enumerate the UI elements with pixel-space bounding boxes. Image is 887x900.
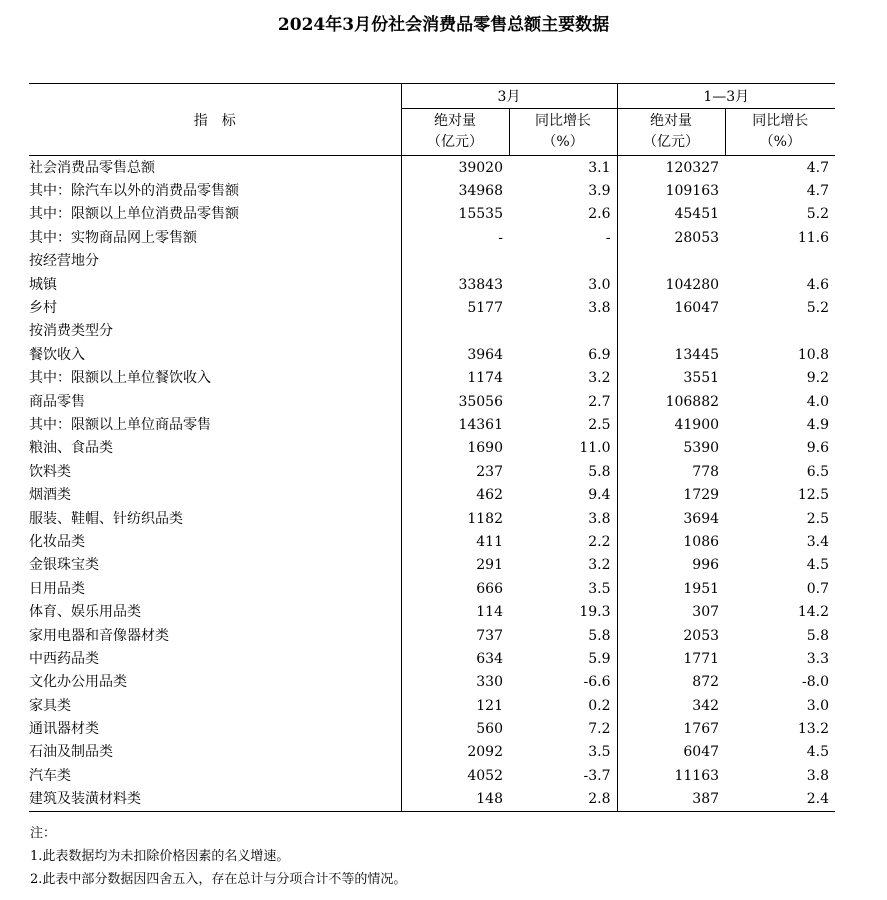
- row-label: 城镇: [29, 276, 57, 293]
- row-label: 按经营地分: [29, 253, 99, 270]
- q1-abs-cell: 1729: [617, 483, 725, 506]
- march-yoy-cell: -3.7: [583, 767, 611, 784]
- row-label: 按消费类型分: [29, 323, 113, 340]
- notes: [30, 822, 406, 891]
- row-label: 粮油、食品类: [29, 440, 113, 457]
- march-yoy-cell: 3.2: [588, 370, 611, 387]
- q1-yoy-header: [725, 109, 835, 156]
- table-row: [29, 600, 835, 623]
- q1-abs-cell: 11163: [617, 764, 725, 787]
- table-row: [29, 273, 835, 296]
- march-abs-cell: 666: [401, 577, 509, 600]
- march-abs-cell: 1690: [401, 437, 509, 460]
- q1-yoy-cell: 9.6: [806, 440, 830, 457]
- q1-yoy-cell: 4.9: [806, 416, 830, 433]
- q1-yoy-cell: 11.6: [797, 229, 830, 246]
- row-label: 服装、鞋帽、针纺织品类: [29, 510, 183, 527]
- table-row: [29, 788, 835, 812]
- table-row: [29, 296, 835, 319]
- march-group-header: 3月: [401, 84, 617, 109]
- page-title: 2024年3月份社会消费品零售总额主要数据: [277, 15, 610, 35]
- march-abs-cell: 35056: [401, 390, 509, 413]
- row-label: 烟酒类: [29, 487, 71, 504]
- q1-yoy-cell: 4.7: [806, 183, 830, 200]
- q1-yoy-cell: 12.5: [797, 487, 830, 504]
- q1-abs-cell: [617, 320, 725, 343]
- q1-abs-cell: 1086: [617, 530, 725, 553]
- march-yoy-cell: 5.8: [588, 463, 611, 480]
- q1-yoy-cell: 5.2: [806, 206, 830, 223]
- table-row: [29, 507, 835, 530]
- table-row: [29, 741, 835, 764]
- q1-abs-cell: 2053: [617, 624, 725, 647]
- row-label: 其中：限额以上单位餐饮收入: [29, 370, 211, 387]
- q1-yoy-cell: 5.8: [806, 627, 830, 644]
- table-row: [29, 367, 835, 390]
- march-abs-cell: 291: [401, 554, 509, 577]
- table-row: [29, 694, 835, 717]
- q1-abs-cell: [617, 250, 725, 273]
- row-label: 金银珠宝类: [29, 557, 99, 574]
- row-label: 日用品类: [29, 580, 85, 597]
- table-body: [29, 156, 835, 812]
- q1-yoy-cell: 5.2: [806, 300, 830, 317]
- yoy-line2: （%）: [759, 134, 801, 150]
- march-yoy-cell: 3.2: [588, 557, 611, 574]
- yoy-line1: 同比增长: [752, 113, 809, 129]
- march-abs-header: [401, 109, 509, 156]
- march-yoy-cell: 6.9: [588, 346, 611, 363]
- q1-abs-cell: 3694: [617, 507, 725, 530]
- q1-abs-cell: 41900: [617, 413, 725, 436]
- march-abs-cell: 2092: [401, 741, 509, 764]
- abs-line1: 绝对量: [434, 113, 476, 129]
- row-label: 建筑及装潢材料类: [29, 791, 141, 808]
- table-row: [29, 156, 835, 180]
- q1-yoy-cell: -8.0: [802, 674, 830, 691]
- q1-abs-cell: 120327: [617, 156, 725, 180]
- abs-line1: 绝对量: [650, 113, 693, 129]
- march-abs-cell: [401, 320, 509, 343]
- march-yoy-cell: 2.7: [588, 393, 611, 410]
- q1-yoy-cell: [725, 320, 835, 343]
- q1-abs-cell: 342: [617, 694, 725, 717]
- row-label: 家用电器和音像器材类: [29, 627, 169, 644]
- q1-abs-cell: 5390: [617, 437, 725, 460]
- q1-abs-cell: 16047: [617, 296, 725, 319]
- yoy-line1: 同比增长: [535, 113, 591, 129]
- row-label: 化妆品类: [29, 533, 85, 550]
- q1-abs-cell: 387: [617, 788, 725, 812]
- march-yoy-cell: 7.2: [588, 721, 611, 738]
- row-label: 其中：限额以上单位商品零售: [29, 416, 211, 433]
- march-abs-cell: 4052: [401, 764, 509, 787]
- march-abs-cell: 3964: [401, 343, 509, 366]
- q1-yoy-cell: 4.5: [806, 744, 830, 761]
- table-row: [29, 320, 835, 343]
- table-row: [29, 250, 835, 273]
- table-row: [29, 203, 835, 226]
- march-abs-cell: 5177: [401, 296, 509, 319]
- q1-yoy-cell: 4.5: [806, 557, 830, 574]
- march-yoy-cell: 2.8: [588, 791, 611, 808]
- q1-yoy-cell: 13.2: [797, 721, 830, 738]
- table-row: [29, 413, 835, 436]
- row-label: 乡村: [29, 300, 57, 317]
- q1-yoy-cell: 3.3: [806, 650, 830, 667]
- q1-yoy-cell: 10.8: [797, 346, 830, 363]
- table-row: [29, 717, 835, 740]
- q1-abs-cell: 104280: [617, 273, 725, 296]
- march-yoy-cell: -: [605, 229, 611, 246]
- march-yoy-cell: 5.9: [588, 650, 611, 667]
- march-abs-cell: 237: [401, 460, 509, 483]
- march-yoy-header: [509, 109, 617, 156]
- march-abs-cell: 634: [401, 647, 509, 670]
- march-yoy-cell: 2.2: [588, 533, 611, 550]
- march-yoy-cell: 0.2: [588, 697, 611, 714]
- march-yoy-cell: 9.4: [588, 487, 611, 504]
- row-label: 家具类: [29, 697, 71, 714]
- march-abs-cell: 15535: [401, 203, 509, 226]
- march-yoy-cell: 3.1: [588, 159, 611, 176]
- march-abs-cell: 462: [401, 483, 509, 506]
- q1-abs-cell: 1767: [617, 717, 725, 740]
- q1-abs-cell: 28053: [617, 226, 725, 249]
- row-label: 饮料类: [29, 463, 71, 480]
- table-row: [29, 764, 835, 787]
- row-label: 中西药品类: [29, 650, 99, 667]
- table-row: [29, 530, 835, 553]
- yoy-line2: （%）: [542, 134, 584, 150]
- q1-abs-cell: 872: [617, 671, 725, 694]
- march-abs-cell: 411: [401, 530, 509, 553]
- march-abs-cell: 737: [401, 624, 509, 647]
- row-label: 汽车类: [29, 767, 71, 784]
- march-yoy-cell: 3.5: [588, 580, 611, 597]
- q1-abs-cell: 109163: [617, 179, 725, 202]
- abs-line2: （亿元）: [427, 134, 483, 150]
- march-abs-cell: 1182: [401, 507, 509, 530]
- march-abs-cell: -: [401, 226, 509, 249]
- table-row: [29, 624, 835, 647]
- march-abs-cell: 14361: [401, 413, 509, 436]
- march-abs-cell: 148: [401, 788, 509, 812]
- table-row: [29, 554, 835, 577]
- q1-abs-cell: 778: [617, 460, 725, 483]
- q1-yoy-cell: 3.8: [806, 767, 830, 784]
- table-row: [29, 577, 835, 600]
- march-yoy-cell: 3.0: [588, 276, 611, 293]
- note-item: 1.此表数据均为未扣除价格因素的名义增速。: [30, 849, 290, 864]
- table-row: [29, 483, 835, 506]
- march-yoy-cell: [509, 250, 617, 273]
- table-row: [29, 437, 835, 460]
- q1-abs-header: [617, 109, 725, 156]
- q1-abs-cell: 3551: [617, 367, 725, 390]
- march-abs-cell: 1174: [401, 367, 509, 390]
- q1-abs-cell: 307: [617, 600, 725, 623]
- march-yoy-cell: 11.0: [579, 440, 611, 457]
- march-yoy-cell: 3.5: [588, 744, 611, 761]
- row-label: 文化办公用品类: [29, 674, 127, 691]
- table-row: [29, 390, 835, 413]
- q1-yoy-cell: [725, 250, 835, 273]
- q1-yoy-cell: 9.2: [806, 370, 830, 387]
- q1-yoy-cell: 4.7: [806, 159, 830, 176]
- row-label: 其中：限额以上单位消费品零售额: [29, 206, 239, 223]
- march-yoy-cell: 3.8: [588, 300, 611, 317]
- march-yoy-cell: 3.9: [588, 183, 611, 200]
- row-label: 石油及制品类: [29, 744, 113, 761]
- q1-yoy-cell: 4.0: [806, 393, 830, 410]
- q1-yoy-cell: 6.5: [806, 463, 830, 480]
- q1-abs-cell: 996: [617, 554, 725, 577]
- table-row: [29, 671, 835, 694]
- q1-group-header: 1—3月: [617, 84, 835, 109]
- march-abs-cell: 121: [401, 694, 509, 717]
- table-row: [29, 343, 835, 366]
- q1-abs-cell: 6047: [617, 741, 725, 764]
- abs-line2: （亿元）: [643, 134, 700, 150]
- retail-sales-table: [29, 83, 835, 812]
- march-yoy-cell: 3.8: [588, 510, 611, 527]
- row-label: 体育、娱乐用品类: [29, 604, 141, 621]
- march-abs-cell: [401, 250, 509, 273]
- march-yoy-cell: 19.3: [579, 604, 611, 621]
- q1-yoy-cell: 14.2: [797, 604, 830, 621]
- q1-abs-cell: 1951: [617, 577, 725, 600]
- q1-yoy-cell: 3.0: [806, 697, 830, 714]
- march-abs-cell: 330: [401, 671, 509, 694]
- march-abs-cell: 33843: [401, 273, 509, 296]
- q1-abs-cell: 1771: [617, 647, 725, 670]
- march-yoy-cell: -6.6: [583, 674, 611, 691]
- row-label: 其中：除汽车以外的消费品零售额: [29, 183, 239, 200]
- q1-abs-cell: 45451: [617, 203, 725, 226]
- q1-yoy-cell: 2.4: [806, 791, 830, 808]
- march-abs-cell: 560: [401, 717, 509, 740]
- table-row: [29, 226, 835, 249]
- q1-abs-cell: 13445: [617, 343, 725, 366]
- march-abs-cell: 39020: [401, 156, 509, 180]
- q1-yoy-cell: 2.5: [806, 510, 830, 527]
- row-label: 商品零售: [29, 393, 85, 410]
- march-yoy-cell: [509, 320, 617, 343]
- march-abs-cell: 114: [401, 600, 509, 623]
- march-yoy-cell: 2.5: [588, 416, 611, 433]
- note-item: 2.此表中部分数据因四舍五入，存在总计与分项合计不等的情况。: [30, 872, 407, 887]
- table-row: [29, 460, 835, 483]
- march-yoy-cell: 5.8: [588, 627, 611, 644]
- notes-heading: 注：: [30, 826, 57, 841]
- row-label: 通讯器材类: [29, 721, 99, 738]
- row-label: 餐饮收入: [29, 346, 85, 363]
- q1-yoy-cell: 4.6: [806, 276, 830, 293]
- q1-yoy-cell: 3.4: [806, 533, 830, 550]
- march-abs-cell: 34968: [401, 179, 509, 202]
- row-label: 其中：实物商品网上零售额: [29, 229, 197, 246]
- table-row: [29, 647, 835, 670]
- q1-yoy-cell: 0.7: [806, 580, 830, 597]
- indicator-header: 指 标: [29, 84, 401, 156]
- table-row: [29, 179, 835, 202]
- march-yoy-cell: 2.6: [588, 206, 611, 223]
- row-label: 社会消费品零售总额: [29, 159, 155, 176]
- q1-abs-cell: 106882: [617, 390, 725, 413]
